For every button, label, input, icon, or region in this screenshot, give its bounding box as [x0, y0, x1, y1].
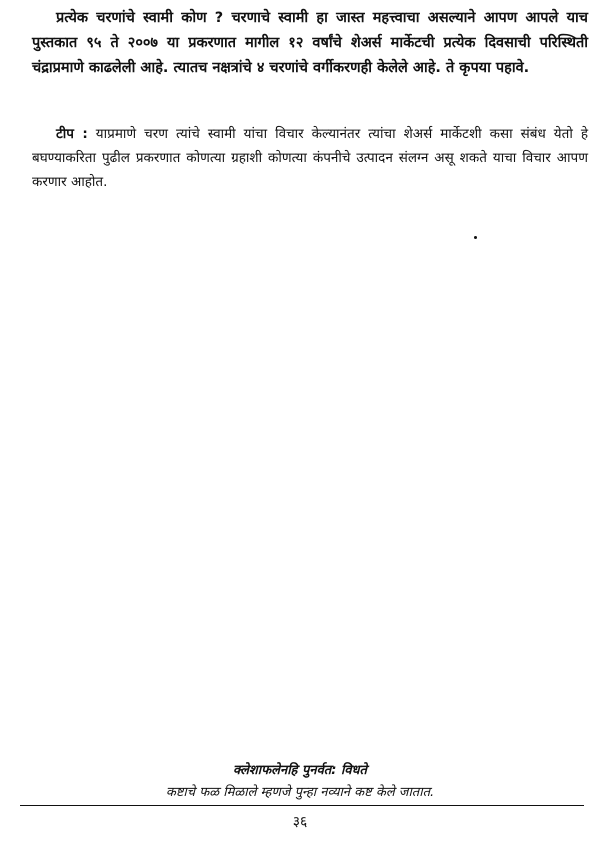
footer-divider — [20, 805, 584, 806]
footer-quote-translation: कष्टाचे फळ मिळाले म्हणजे पुन्हा नव्याने कष्ट केले जातात. — [165, 785, 435, 800]
paragraph-note — [32, 122, 588, 194]
page-number: ३६ — [292, 814, 308, 830]
paragraph-chapter-lords: प्रत्येक चरणांचे स्वामी कोण ? चरणाचे स्वामी हा जास्त महत्त्वाचा असल्याने आपण आपले याच पुस्तकात ९५ ते २००७ या प्रकरणात मागील १२ वर्षांचे शेअर्स मार्केटची प्रत्येक दिवसाची परिस्थिती चंद्राप्रमाणे काढलेली आहे. त्यातच नक्षत्रांचे ४ चरणांचे वर्गीकरणही केलेले आहे. ते कृपया पहावे. — [32, 10, 588, 76]
note-text: याप्रमाणे चरण त्यांचे स्वामी यांचा विचार केल्यानंतर त्यांचा शेअर्स मार्केटशी कसा संबंध येतो हे बघण्याकरिता पुढील प्रकरणात कोणत्या ग्रहाशी कोणत्या कंपनीचे उत्पादन संलग्न असू शकते याचा विचार आपण करणार आहोत. — [32, 126, 588, 190]
footer-quote-sanskrit: क्लेशाफलेनहि पुनर्वत: विधते — [233, 763, 367, 778]
note-label: टीप : — [56, 126, 88, 142]
stray-ink-dot — [474, 236, 477, 239]
